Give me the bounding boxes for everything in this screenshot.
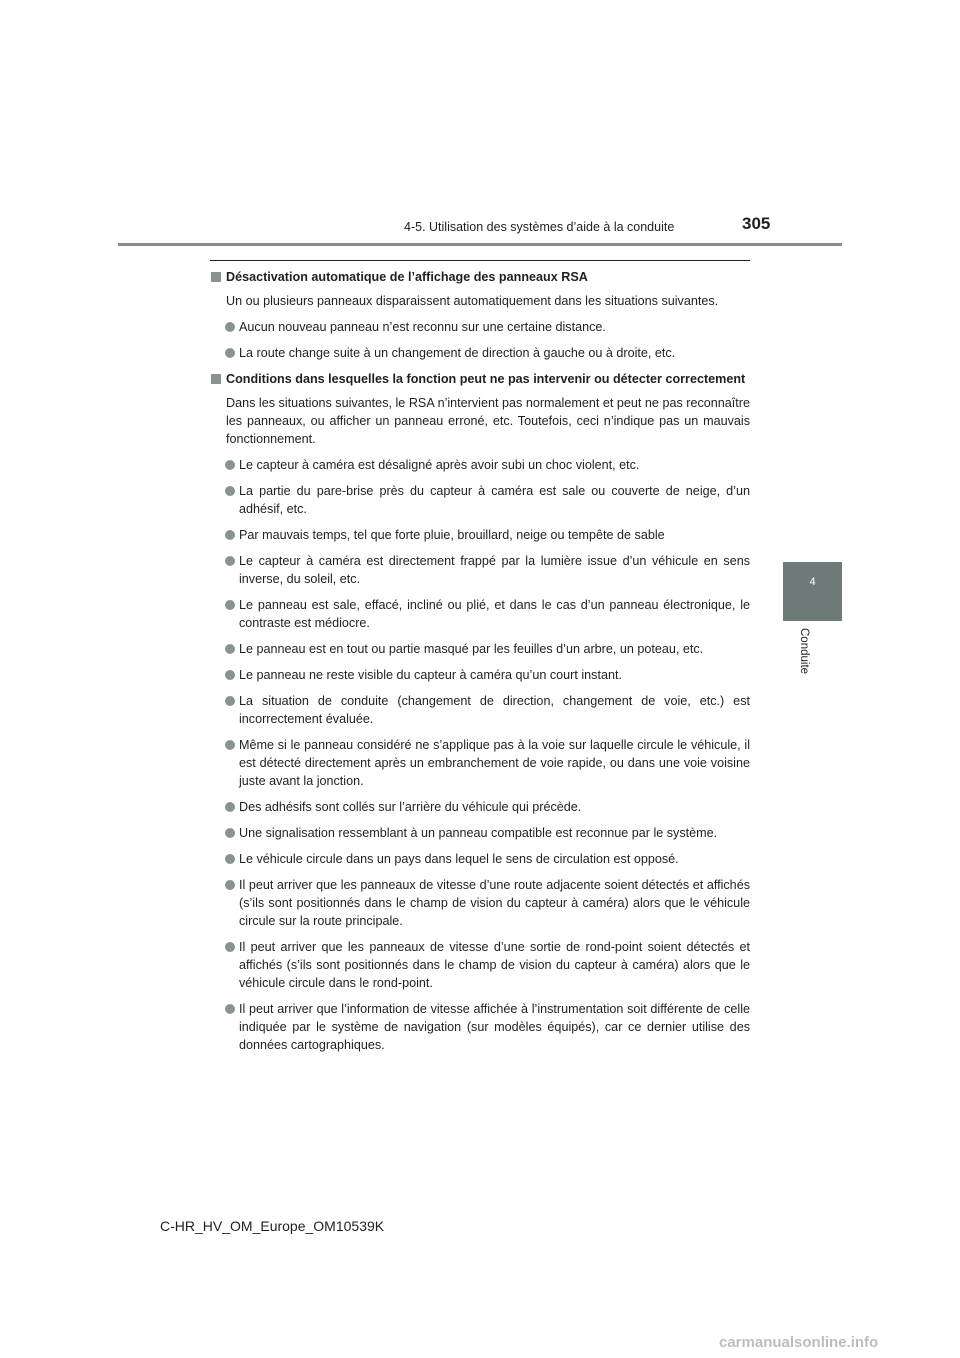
square-bullet-icon [211, 374, 221, 384]
list-item-text: Le capteur à caméra est directement frappé par la lumière issue d’un véhicule en sens inverse, du soleil, etc. [239, 554, 750, 586]
content-top-rule [210, 260, 750, 261]
circle-bullet-icon [225, 670, 235, 680]
circle-bullet-icon [225, 486, 235, 496]
list-item-text: La partie du pare-brise près du capteur à caméra est sale ou couverte de neige, d’un adhésif, etc. [239, 484, 750, 516]
section-heading [210, 370, 750, 388]
list-item-text: Le panneau est sale, effacé, incliné ou plié, et dans le cas d’un panneau électronique, le contraste est médiocre. [239, 598, 750, 630]
list-item-text: Le véhicule circule dans un pays dans lequel le sens de circulation est opposé. [239, 852, 679, 866]
chapter-number: 4 [809, 576, 816, 588]
circle-bullet-icon [225, 322, 235, 332]
circle-bullet-icon [225, 942, 235, 952]
circle-bullet-icon [225, 740, 235, 750]
section-heading [210, 268, 750, 286]
list-item-text: Le panneau ne reste visible du capteur à caméra qu’un court instant. [239, 668, 622, 682]
list-item [210, 640, 750, 658]
list-item-text: Aucun nouveau panneau n’est reconnu sur une certaine distance. [239, 320, 606, 334]
list-item [210, 318, 750, 336]
circle-bullet-icon [225, 802, 235, 812]
list-item [210, 798, 750, 816]
chapter-tab [783, 562, 842, 621]
circle-bullet-icon [225, 644, 235, 654]
circle-bullet-icon [225, 600, 235, 610]
list-item [210, 344, 750, 362]
circle-bullet-icon [225, 556, 235, 566]
section-heading-text: Conditions dans lesquelles la fonction peut ne pas intervenir ou détecter correctement [226, 372, 746, 386]
page-number: 305 [742, 214, 771, 233]
list-item [210, 456, 750, 474]
list-item-text: Il peut arriver que les panneaux de vitesse d’une sortie de rond-point soient détectés et affichés (s’ils sont positionnés dans le champ de vision du capteur à caméra) alors que le véhicule circule dans le rond-point. [239, 940, 750, 990]
list-item-text: Le panneau est en tout ou partie masqué par les feuilles d’un arbre, un poteau, etc. [239, 642, 704, 656]
list-item [210, 824, 750, 842]
section-title: 4-5. Utilisation des systèmes d’aide à la conduite [404, 220, 675, 234]
list-item-text: Il peut arriver que l’information de vitesse affichée à l’instrumentation soit différente de celle indiquée par le système de navigation (sur modèles équipés), car ce dernier utilise des données cartographiques. [239, 1002, 750, 1052]
list-item [210, 736, 750, 790]
document-code: C-HR_HV_OM_Europe_OM10539K [160, 1218, 385, 1234]
chapter-label: Conduite [798, 628, 810, 675]
list-item [210, 596, 750, 632]
list-item-text: Il peut arriver que les panneaux de vitesse d’une route adjacente soient détectés et affichés (s’ils sont positionnés dans le champ de vision du capteur à caméra) alors que le véhicule circule sur la route principale. [239, 878, 750, 928]
circle-bullet-icon [225, 696, 235, 706]
list-item-text: La route change suite à un changement de direction à gauche ou à droite, etc. [239, 346, 676, 360]
list-item [210, 666, 750, 684]
circle-bullet-icon [225, 854, 235, 864]
list-item-text: Même si le panneau considéré ne s’applique pas à la voie sur laquelle circule le véhicule, il est détecté directement après un embranchement de voie rapide, ou dans une voie voisine juste avant la jonction. [239, 738, 750, 788]
circle-bullet-icon [225, 460, 235, 470]
circle-bullet-icon [225, 348, 235, 358]
list-item [210, 1000, 750, 1054]
header-rule [118, 243, 842, 246]
list-item [210, 692, 750, 728]
list-item [210, 482, 750, 518]
list-item [210, 526, 750, 544]
list-item-text: La situation de conduite (changement de direction, changement de voie, etc.) est incorrectement évaluée. [239, 694, 750, 726]
list-item [210, 552, 750, 588]
section-heading-text: Désactivation automatique de l’affichage des panneaux RSA [226, 270, 588, 284]
main-content [210, 268, 750, 1062]
square-bullet-icon [211, 272, 221, 282]
section-intro: Un ou plusieurs panneaux disparaissent automatiquement dans les situations suivantes. [226, 294, 719, 308]
list-item-text: Le capteur à caméra est désaligné après avoir subi un choc violent, etc. [239, 458, 640, 472]
list-item [210, 938, 750, 992]
watermark: carmanualsonline.info [719, 1334, 879, 1351]
list-item-text: Une signalisation ressemblant à un panneau compatible est reconnue par le système. [239, 826, 718, 840]
section-intro: Dans les situations suivantes, le RSA n’intervient pas normalement et peut ne pas reconnaître les panneaux, ou afficher un panneau erroné, etc. Toutefois, ceci n’indique pas un mauvais fonctionnement. [226, 396, 750, 446]
list-item [210, 850, 750, 868]
circle-bullet-icon [225, 880, 235, 890]
circle-bullet-icon [225, 1004, 235, 1014]
list-item-text: Par mauvais temps, tel que forte pluie, brouillard, neige ou tempête de sable [239, 528, 665, 542]
list-item-text: Des adhésifs sont collés sur l’arrière du véhicule qui précède. [239, 800, 582, 814]
circle-bullet-icon [225, 530, 235, 540]
circle-bullet-icon [225, 828, 235, 838]
list-item [210, 876, 750, 930]
